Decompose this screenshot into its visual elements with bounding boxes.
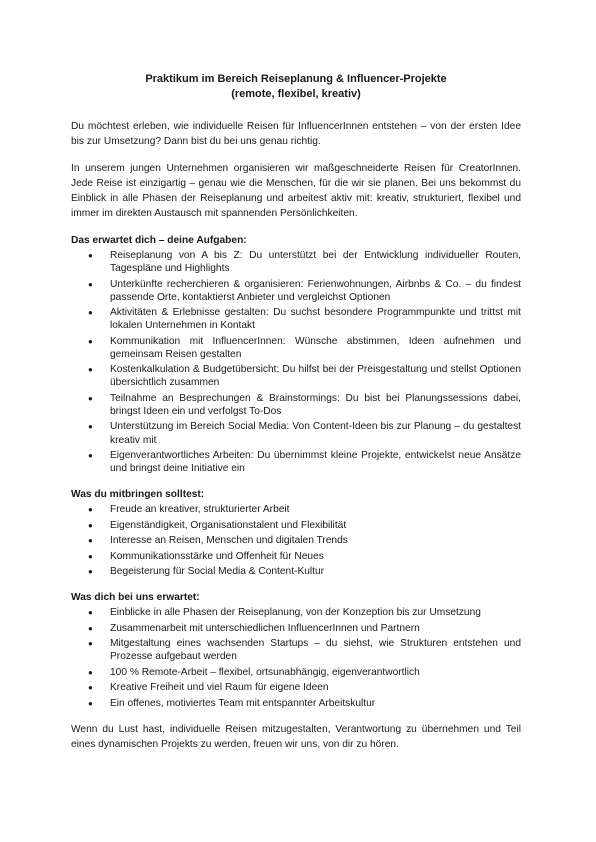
bullet-icon: ● — [88, 422, 93, 432]
list-item: ● Einblicke in alle Phasen der Reiseplanung, von der Konzeption bis zur Umsetzung — [88, 607, 481, 619]
bullet-icon: ● — [88, 451, 93, 461]
bullet-icon: ● — [88, 336, 93, 346]
list-item: ● Unterstützung im Bereich Social Media: Von Content-Ideen bis zur Planung – du gestaltest kreativ mit — [88, 421, 521, 446]
bullet-icon: ● — [88, 308, 93, 318]
intro-paragraph-2: In unserem jungen Unternehmen organisieren wir maßgeschneiderte Reisen für CreatorInnen. Jede Reise ist einzigartig – genau wie die Menschen, für die wir sie planen. Bei uns bekommst du Einblick in alle Phasen der Reiseplanung und arbeitest aktiv mit: kreativ, strukturiert, flexibel und immer im direkten Austausch mit spannenden Persönlichkeiten. — [71, 163, 521, 219]
bullet-icon: ● — [88, 608, 93, 618]
list-item: ● Teilnahme an Besprechungen & Brainstormings: Du bist bei Planungssessions dabei, bringst Ideen ein und verfolgst To-Dos — [88, 392, 521, 417]
list-item: ● Kreative Freiheit und viel Raum für eigene Ideen — [88, 682, 329, 694]
bullet-icon: ● — [88, 365, 93, 375]
document-title — [71, 72, 521, 102]
bullet-icon: ● — [88, 279, 93, 289]
bullet-icon: ● — [88, 551, 93, 561]
bullet-icon: ● — [88, 251, 93, 260]
list-item: ● Kommunikationsstärke und Offenheit für Neues — [88, 550, 324, 562]
bullet-icon: ● — [88, 520, 93, 530]
section-heading-requirements: Was du mitbringen solltest: — [71, 489, 205, 501]
offer-list — [71, 606, 521, 710]
list-item: ● Ein offenes, motiviertes Team mit entspannter Arbeitskultur — [88, 697, 376, 709]
list-item: ● Eigenständigkeit, Organisationstalent und Flexibilität — [88, 519, 347, 531]
closing-paragraph: Wenn du Lust hast, individuelle Reisen mitzugestalten, Verantwortung zu übernehmen und Teil eines dynamischen Projekts zu werden, freuen wir uns, von dir zu hören. — [71, 723, 521, 750]
list-item: ● Zusammenarbeit mit unterschiedlichen InfluencerInnen und Partnern — [88, 622, 420, 634]
list-item: ● Mitgestaltung eines wachsenden Startups – du siehst, wie Strukturen entstehen und Prozesse aufgebaut werden — [88, 638, 521, 663]
bullet-icon: ● — [88, 639, 93, 649]
list-item: ● Reiseplanung von A bis Z: Du unterstützt bei der Entwicklung individueller Routen, Tagespläne und Highlights — [88, 250, 521, 275]
section-heading-tasks: Das erwartet dich – deine Aufgaben: — [71, 235, 247, 246]
title-line-2: (remote, flexibel, kreativ) — [231, 88, 361, 100]
bullet-icon: ● — [88, 505, 93, 515]
list-item: ● Aktivitäten & Erlebnisse gestalten: Du suchst besondere Programmpunkte und trittst mit lokalen Unternehmen in Kontakt — [88, 307, 521, 332]
bullet-icon: ● — [88, 683, 93, 693]
bullet-icon: ● — [88, 667, 93, 677]
requirements-list — [71, 503, 521, 578]
list-item: ● Freude an kreativer, strukturierter Arbeit — [88, 504, 290, 516]
list-item: ● 100 % Remote-Arbeit – flexibel, ortsunabhängig, eigenverantwortlich — [88, 666, 420, 678]
title-line-1: Praktikum im Bereich Reiseplanung & Influencer-Projekte — [145, 73, 447, 85]
list-item: ● Begeisterung für Social Media & Content-Kultur — [88, 566, 325, 578]
bullet-icon: ● — [88, 623, 93, 633]
list-item: ● Eigenverantwortliches Arbeiten: Du übernimmst kleine Projekte, entwickelst neue Ansätze und bringst deine Initiative ein — [88, 450, 521, 475]
list-item: ● Unterkünfte recherchieren & organisieren: Ferienwohnungen, Airbnbs & Co. – du findest passende Orte, kontaktierst Anbieter und vergleichst Optionen — [88, 278, 521, 303]
section-heading-offer: Was dich bei uns erwartet: — [71, 592, 200, 604]
bullet-icon: ● — [88, 536, 93, 546]
intro-paragraph-1: Du möchtest erleben, wie individuelle Reisen für InfluencerInnen entstehen – von der ersten Idee bis zur Umsetzung? Dann bist du bei uns genau richtig. — [71, 121, 521, 147]
bullet-icon: ● — [88, 393, 93, 403]
list-item: ● Kostenkalkulation & Budgetübersicht: Du hilfst bei der Preisgestaltung und stellst Optionen übersichtlich zusammen — [88, 364, 521, 389]
tasks-list — [71, 249, 521, 475]
list-item: ● Kommunikation mit InfluencerInnen: Wünsche abstimmen, Ideen aufnehmen und gemeinsam Reisen gestalten — [88, 335, 521, 360]
list-item: ● Interesse an Reisen, Menschen und digitalen Trends — [88, 535, 348, 547]
bullet-icon: ● — [88, 567, 93, 577]
bullet-icon: ● — [88, 698, 93, 708]
